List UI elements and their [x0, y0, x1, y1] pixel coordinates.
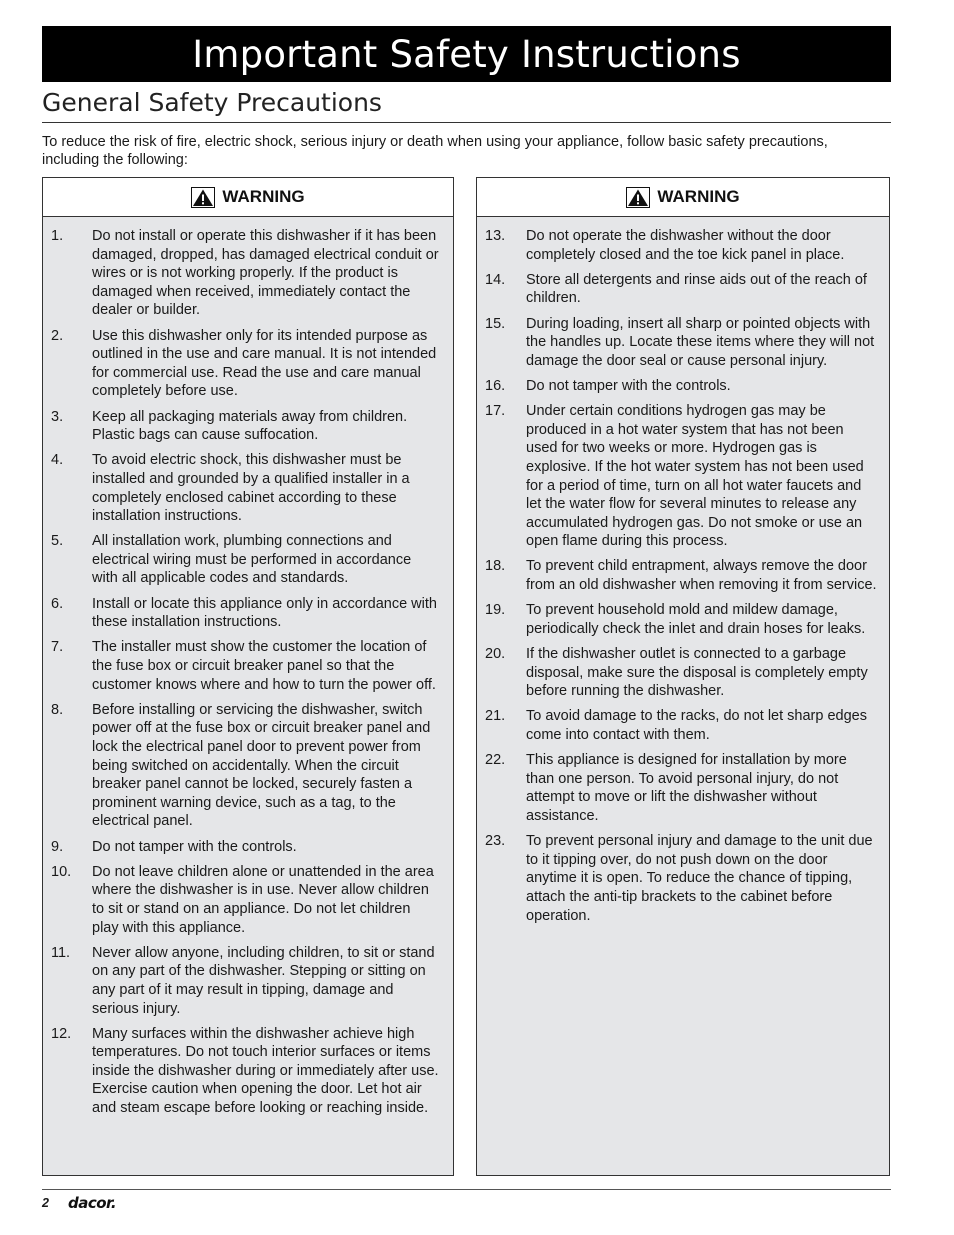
item-text: Do not operate the dishwasher without the door completely closed and the toe kick panel in place.	[526, 228, 845, 263]
warning-box-right	[476, 177, 890, 1176]
item-text: To prevent child entrapment, always remove the door from an old dishwasher when removing it from service.	[526, 558, 877, 594]
list-item	[43, 595, 453, 632]
item-text: This appliance is designed for installation by more than one person. To avoid personal injury, do not attempt to move or lift the dishwasher without assistance.	[526, 752, 847, 824]
footer-divider	[42, 1189, 891, 1190]
list-item	[477, 557, 889, 594]
item-number: 12.	[51, 1025, 72, 1042]
item-text: Under certain conditions hydrogen gas may be produced in a hot water system that has not been used for two weeks or more. Hydrogen gas is explosive. If the hot water system has not been used for a period of time, turn on all hot water faucets and let the water flow for several minutes to release any accumulated hydrogen gas. Do not smoke or use an open flame during this process.	[526, 403, 864, 550]
list-item	[477, 377, 889, 396]
warning-header-left	[43, 178, 453, 217]
item-number: 6.	[51, 595, 64, 612]
list-item	[43, 944, 453, 1018]
section-title: General Safety Precautions	[42, 88, 891, 123]
item-text: Do not tamper with the controls.	[92, 838, 297, 855]
page-number: 2	[42, 1196, 49, 1210]
list-item	[43, 532, 453, 588]
warning-label-right: WARNING	[657, 187, 740, 206]
list-item	[477, 832, 889, 925]
item-text: To avoid damage to the racks, do not let sharp edges come into contact with them.	[526, 708, 867, 743]
item-number: 7.	[51, 639, 64, 656]
item-number: 21.	[485, 708, 506, 725]
item-number: 8.	[51, 701, 64, 718]
item-number: 20.	[485, 646, 506, 663]
item-text: All installation work, plumbing connections and electrical wiring must be performed in accordance with all applicable codes and standards.	[92, 533, 412, 587]
list-item	[477, 751, 889, 825]
item-text: Do not leave children alone or unattended in the area where the dishwasher is in use. Never allow children to sit or stand on an appliance. Do not let children play with this appliance.	[92, 863, 434, 936]
item-number: 3.	[51, 408, 64, 425]
item-number: 15.	[485, 315, 506, 332]
item-number: 4.	[51, 452, 64, 469]
warning-triangle-icon	[191, 187, 215, 208]
page-title: Important Safety Instructions	[42, 26, 891, 82]
warning-box-left	[42, 177, 454, 1176]
dacor-logo: dacor.	[68, 1194, 117, 1212]
item-text: Before installing or servicing the dishwasher, switch power off at the fuse box or circuit breaker panel and lock the electrical panel door to prevent power from being switched on accidentally. When the circuit breaker panel cannot be locked, securely fasten a prominent warning device, such as a tag, to the electrical panel.	[92, 701, 431, 830]
list-item	[477, 707, 889, 744]
item-text: Many surfaces within the dishwasher achieve high temperatures. Do not touch interior surfaces or items inside the dishwasher during or immediately after use. Exercise caution when opening the door. Let hot air and steam escape before looking or reaching inside.	[92, 1025, 439, 1117]
list-item	[477, 227, 889, 264]
list-item	[43, 838, 453, 857]
list-item	[477, 645, 889, 701]
list-item	[43, 327, 453, 401]
item-text: Keep all packaging materials away from children. Plastic bags can cause suffocation.	[92, 408, 408, 444]
item-text: To prevent personal injury and damage to the unit due to it tipping over, do not push down on the door anytime it is open. To reduce the chance of tipping, attach the anti-tip brackets to the cabinet before operation.	[526, 833, 873, 924]
list-item	[43, 408, 453, 445]
intro-paragraph: To reduce the risk of fire, electric shock, serious injury or death when using your appliance, follow basic safety precautions, including the following:	[42, 134, 828, 168]
list-item	[43, 451, 453, 525]
item-text: If the dishwasher outlet is connected to a garbage disposal, make sure the disposal is completely empty before running the dishwasher.	[526, 646, 868, 700]
item-text: Store all detergents and rinse aids out of the reach of children.	[526, 271, 867, 307]
item-number: 9.	[51, 838, 64, 855]
item-text: Never allow anyone, including children, to sit or stand on any part of the dishwasher. Stepping or sitting on any part of it may result in tipping, damage and serious injury.	[92, 944, 435, 1017]
item-number: 22.	[485, 752, 506, 769]
item-number: 1.	[51, 228, 64, 244]
list-item	[43, 638, 453, 694]
item-number: 14.	[485, 271, 506, 288]
list-item	[43, 863, 453, 937]
item-number: 17.	[485, 403, 506, 420]
list-item	[477, 601, 889, 638]
list-item	[43, 1025, 453, 1118]
item-text: Do not tamper with the controls.	[526, 377, 731, 394]
list-item	[477, 271, 889, 308]
item-number: 5.	[51, 533, 64, 550]
warning-list-right	[477, 217, 889, 925]
item-number: 18.	[485, 558, 506, 575]
list-item	[477, 315, 889, 371]
warning-header-right	[477, 178, 889, 217]
item-text: Install or locate this appliance only in accordance with these installation instructions.	[92, 595, 437, 631]
item-text: To prevent household mold and mildew damage, periodically check the inlet and drain hoses for leaks.	[526, 602, 866, 637]
warning-label-left: WARNING	[222, 187, 305, 206]
item-number: 13.	[485, 228, 506, 244]
item-text: During loading, insert all sharp or pointed objects with the handles up. Locate these items where they will not damage the door seal or cause personal injury.	[526, 315, 875, 369]
item-text: Do not install or operate this dishwasher if it has been damaged, dropped, has damaged electrical conduit or wires or is not working properly. If the product is damaged when received, immediately contact the dealer or builder.	[92, 228, 439, 319]
warning-list-left	[43, 217, 453, 1118]
item-number: 23.	[485, 833, 506, 850]
item-number: 2.	[51, 327, 64, 344]
list-item	[477, 402, 889, 551]
item-number: 11.	[51, 944, 71, 961]
item-text: To avoid electric shock, this dishwasher must be installed and grounded by a qualified installer in a completely enclosed cabinet according to these installation instructions.	[92, 452, 410, 525]
item-text: Use this dishwasher only for its intended purpose as outlined in the use and care manual. It is not intended for commercial use. Read the use and care manual completely before use.	[92, 327, 437, 400]
item-text: The installer must show the customer the location of the fuse box or circuit breaker panel so that the customer knows where and how to turn the power off.	[92, 639, 436, 693]
item-number: 10.	[51, 863, 72, 880]
list-item	[43, 701, 453, 831]
list-item	[43, 227, 453, 320]
item-number: 16.	[485, 377, 506, 394]
warning-triangle-icon	[626, 187, 650, 208]
item-number: 19.	[485, 602, 506, 619]
